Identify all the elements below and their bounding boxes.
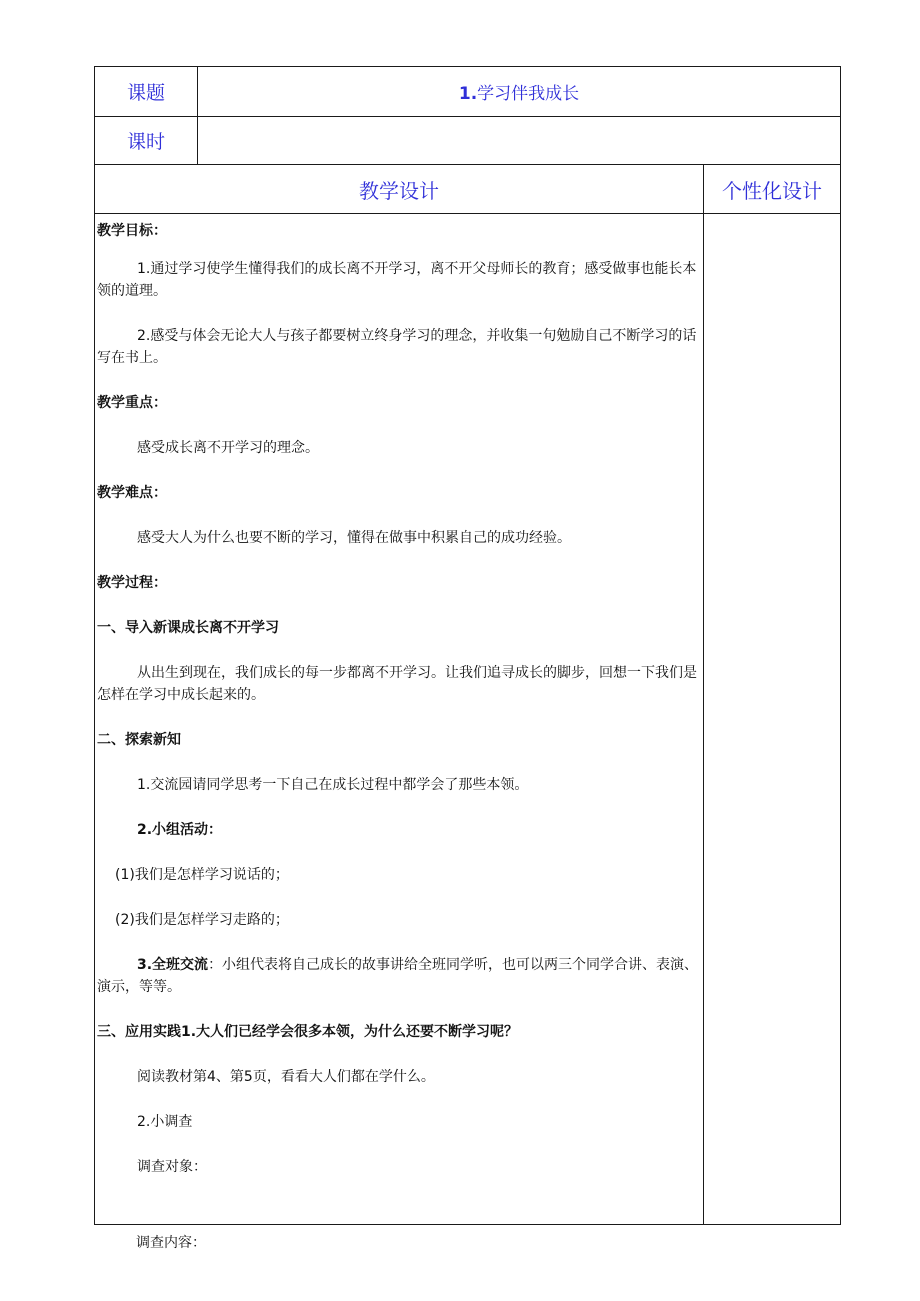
difficulty-heading: 教学难点： <box>97 485 167 501</box>
section-2-item-2: 2.小组活动： <box>137 822 223 838</box>
goals-heading: 教学目标： <box>97 223 167 239</box>
topic-row <box>95 67 841 117</box>
key-text: 感受成长离不开学习的理念。 <box>137 440 319 456</box>
topic-label: 课题 <box>95 67 198 117</box>
teaching-design-content <box>95 214 704 1225</box>
section-2-item-3-label: 3.全班交流 <box>137 957 209 973</box>
section-2-heading: 二、探索新知 <box>97 732 181 748</box>
section-3-heading: 三、应用实践1.大人们已经学会很多本领，为什么还要不断学习呢？ <box>97 1024 519 1040</box>
section-2-sub-2: (2)我们是怎样学习走路的； <box>115 912 289 928</box>
section-3-item-2: 2.小调查 <box>137 1114 193 1130</box>
difficulty-text: 感受大人为什么也要不断的学习，懂得在做事中积累自己的成功经验。 <box>137 530 571 546</box>
design-header-row <box>95 165 841 214</box>
section-2-item-3 <box>97 954 701 998</box>
topic-title: 学习伴我成长 <box>477 84 580 104</box>
section-2-item-1: 1.交流园请同学思考一下自己在成长过程中都学会了那些本领。 <box>137 777 529 793</box>
lesson-plan-table <box>94 66 841 1225</box>
section-3-text: 阅读教材第4、第5页，看看大人们都在学什么。 <box>137 1069 435 1085</box>
topic-title-cell <box>198 67 841 117</box>
section-1-heading: 一、导入新课成长离不开学习 <box>97 620 279 636</box>
design-label: 教学设计 <box>95 165 704 214</box>
section-1-text: 从出生到现在，我们成长的每一步都离不开学习。让我们追寻成长的脚步，回想一下我们是怎样在学习中成长起来的。 <box>97 665 697 703</box>
period-label: 课时 <box>95 117 198 165</box>
period-value <box>198 117 841 165</box>
survey-content: 调查内容： <box>136 1235 206 1251</box>
period-row <box>95 117 841 165</box>
content-row <box>95 214 841 1225</box>
section-2-sub-1: (1)我们是怎样学习说话的； <box>115 867 289 883</box>
goal-1: 1.通过学习使学生懂得我们的成长离不开学习，离不开父母师长的教育；感受做事也能长本领的道理。 <box>97 261 697 299</box>
personal-design-content <box>704 214 841 1225</box>
topic-number: 1. <box>458 84 478 104</box>
section-2-item-3-text: ：小组代表将自己成长的故事讲给全班同学听，也可以两三个同学合讲、表演、演示，等等。 <box>97 957 699 995</box>
key-heading: 教学重点： <box>97 395 167 411</box>
personal-design-label: 个性化设计 <box>704 165 841 214</box>
survey-target: 调查对象： <box>137 1159 207 1175</box>
process-heading: 教学过程： <box>97 575 167 591</box>
goal-2: 2.感受与体会无论大人与孩子都要树立终身学习的理念，并收集一句勉励自己不断学习的话写在书上。 <box>97 328 697 366</box>
